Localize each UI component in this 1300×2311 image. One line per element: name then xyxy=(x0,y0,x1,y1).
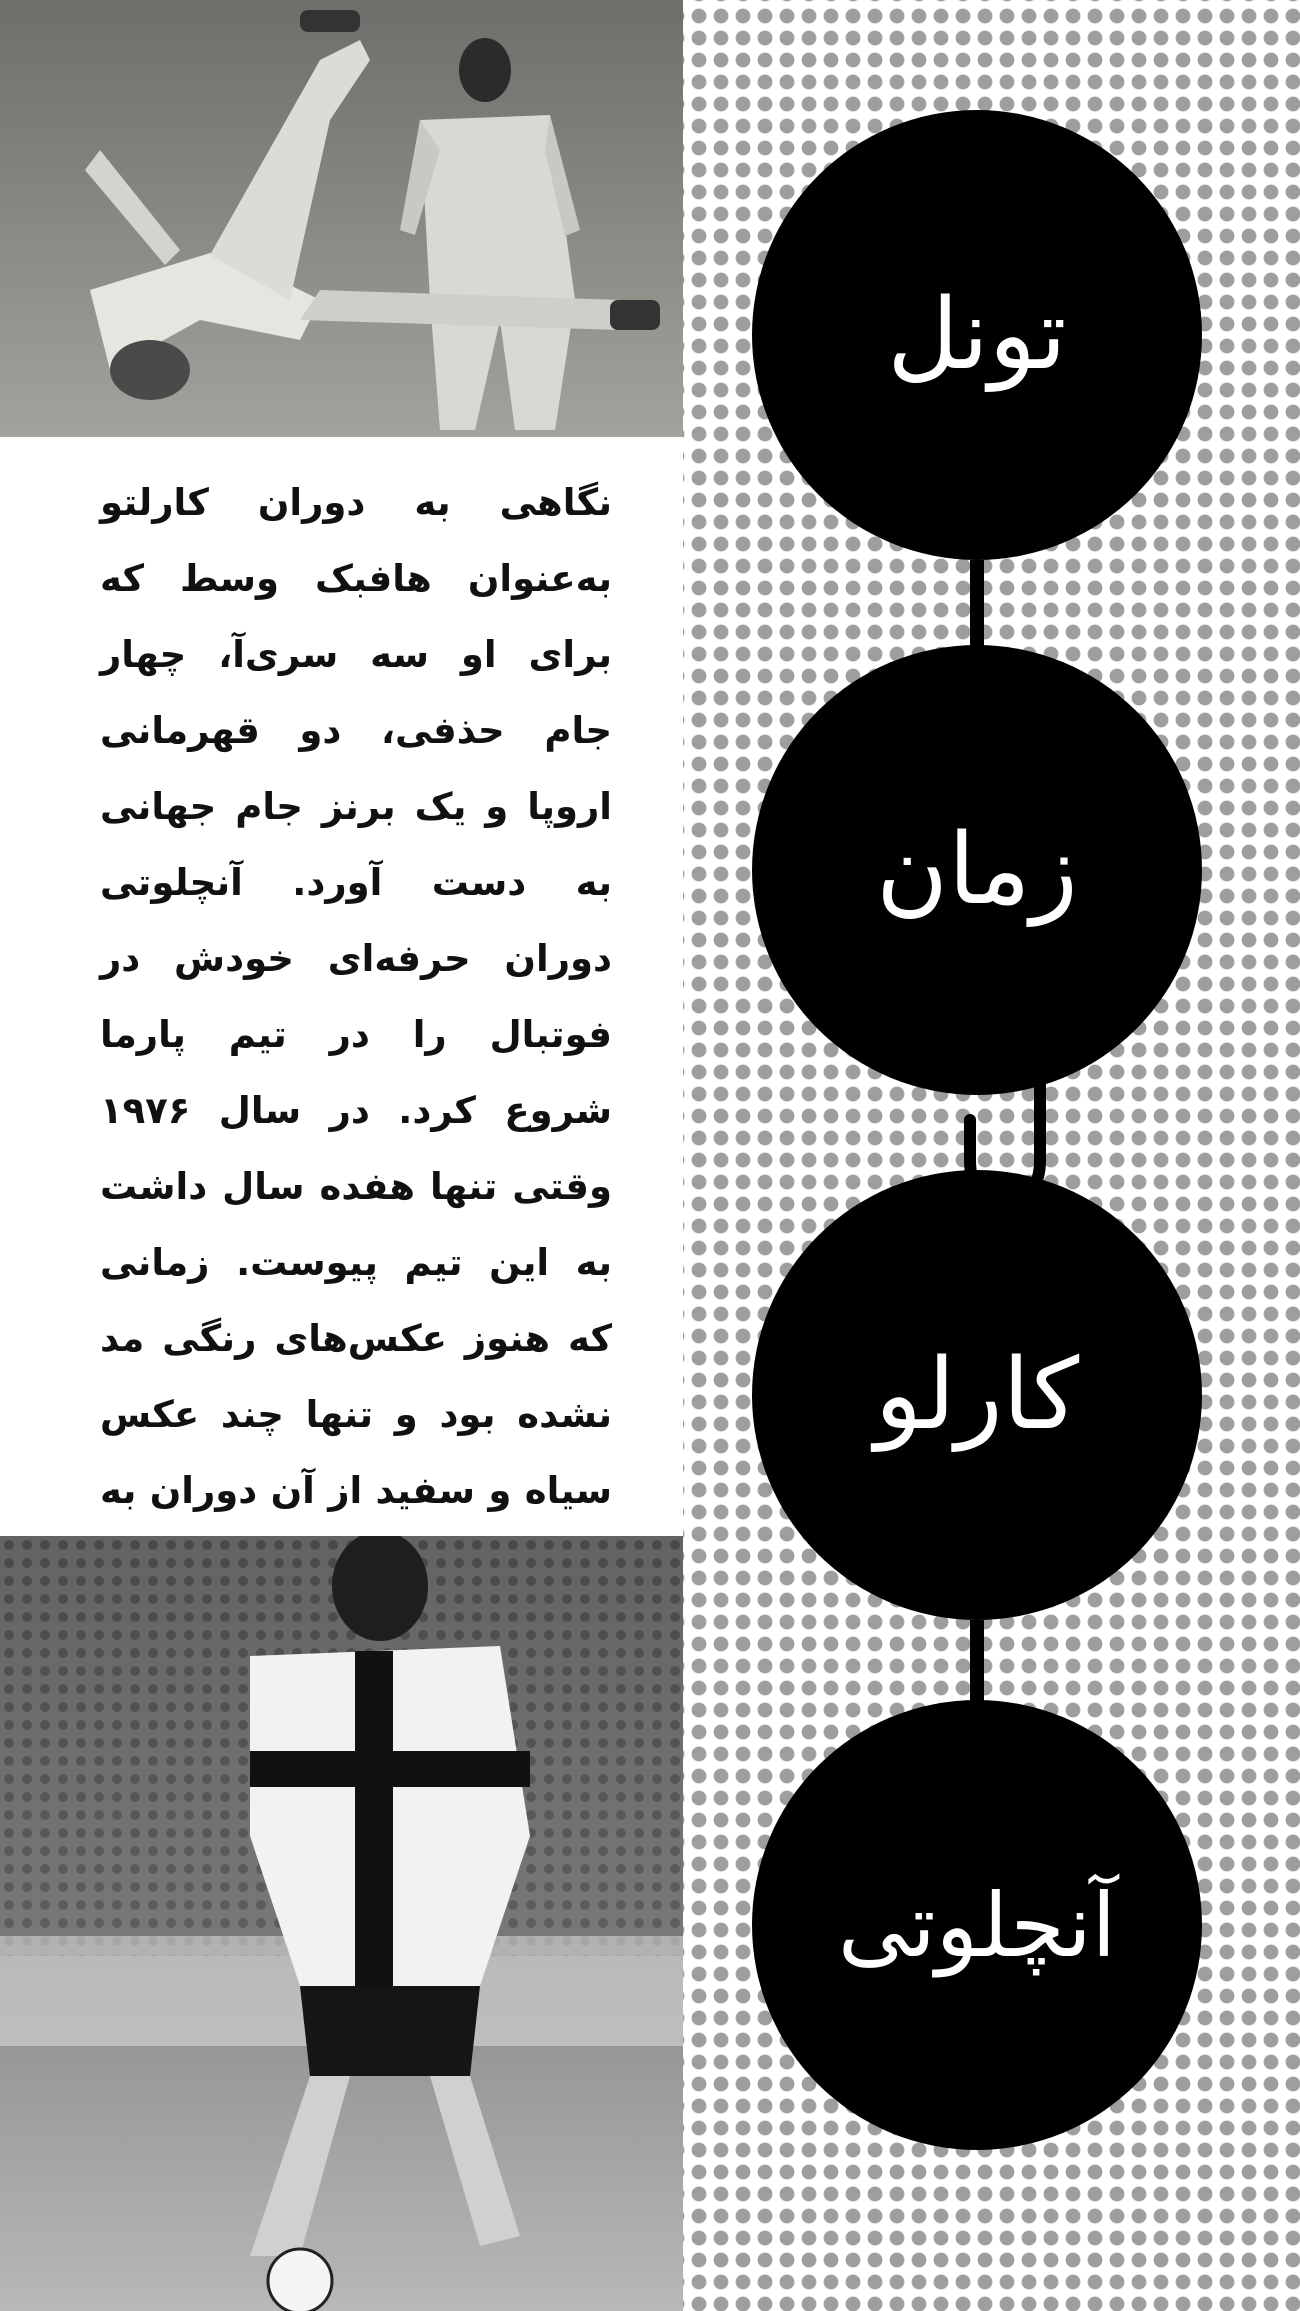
photo-training-bicycle-kick xyxy=(0,0,683,437)
title-circle-3 xyxy=(752,1170,1202,1620)
title-word: تونل xyxy=(887,278,1067,392)
title-circle-2 xyxy=(752,645,1202,1095)
article-text: نگاهی به دوران کارلتو به‌عنوان هافبک وسط که برای او سه سری‌آ، چهار جام حذفی، دو قهرمانی اروپا و یک برنز جام جهانی به دست آورد. آنچلوتی دوران حرفه‌ای خودش در فوتبال را در تیم پارما شروع کرد. در سال ۱۹۷۶ وقتی تنها هفده سال داشت به این تیم پیوست. زمانی که هنوز عکس‌های رنگی مد نشده بود و تنها چند عکس سیاه و سفید از آن دوران به xyxy=(100,481,612,1512)
title-word: کارلو xyxy=(874,1338,1080,1452)
title-word-ba-glyph xyxy=(980,1000,1060,1250)
title-circle-1 xyxy=(752,110,1202,560)
title-word: آنچلوتی xyxy=(837,1873,1117,1977)
photo-training-bicycle-kick-graphic xyxy=(0,0,683,437)
photo-parma-match xyxy=(0,1536,683,2311)
title-word: زمان xyxy=(876,813,1078,927)
photo-parma-match-graphic xyxy=(0,1536,683,2311)
title-circle-4 xyxy=(752,1700,1202,2150)
